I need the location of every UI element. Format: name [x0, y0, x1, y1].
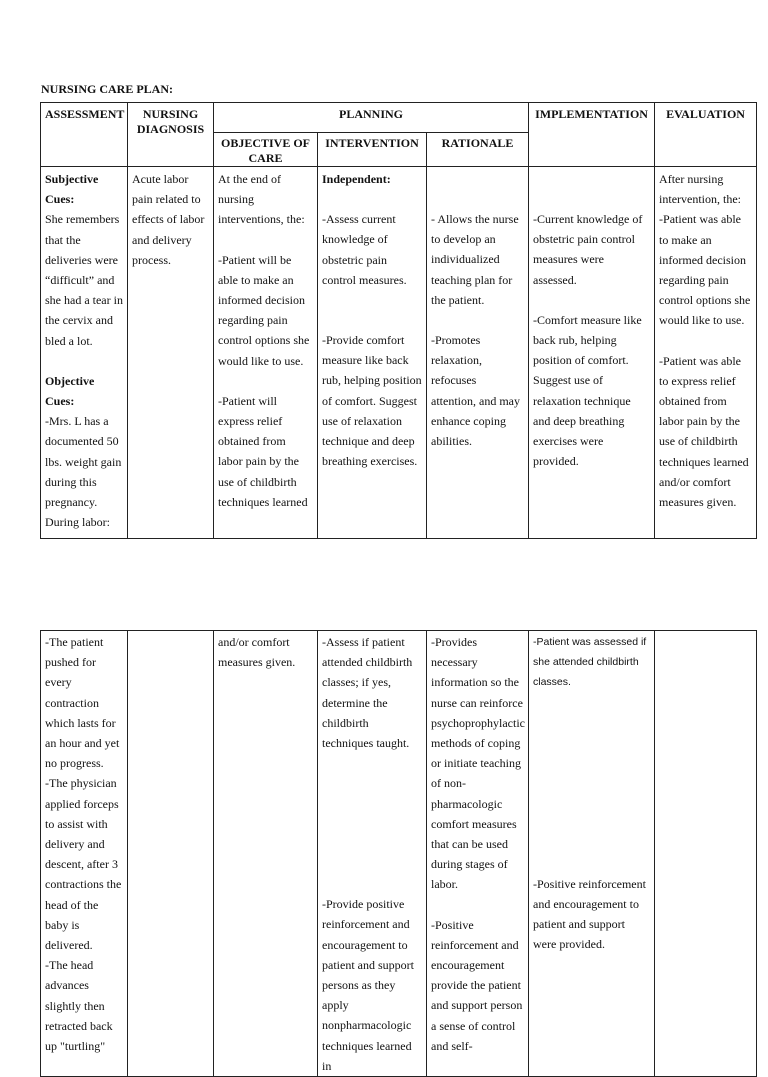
intervention-cell-continued [318, 631, 427, 1077]
assessment-cell-continued [41, 631, 128, 1077]
header-rationale: RATIONALE [427, 133, 529, 167]
evaluation-cell-continued [655, 631, 757, 1077]
rationale-continued-text-2: -Positive reinforcement and encouragement provide the patient and support person a sense of control and self- [431, 917, 523, 1053]
rationale-continued-text-1: -Provides necessary information so the nurse can reinforce psychoprophylactic methods of coping or initiate teaching of non-pharmacologic comfort measures that can be used during stages of labor. [431, 635, 525, 892]
intervention-cell [318, 167, 427, 539]
rationale-text-2: -Promotes relaxation, refocuses attention, and may enhance coping abilities. [431, 333, 520, 449]
evaluation-text-3: -Patient was able to express relief obtained from labor pain by the use of childbirth techniques learned and/or comfort measures given. [659, 353, 749, 510]
header-intervention: INTERVENTION [318, 133, 427, 167]
subjective-cues-text: She remembers that the deliveries were “difficult” and she had a tear in the cervix and bled a lot. [45, 212, 123, 348]
diagnosis-text: Acute labor pain related to effects of labor and delivery process. [132, 172, 205, 267]
objective-cues-label: Objective Cues: [45, 373, 95, 409]
rationale-cell [427, 167, 529, 539]
care-plan-table-2 [40, 630, 757, 1077]
objective-cell [214, 167, 318, 539]
rationale-cell-continued [427, 631, 529, 1077]
intervention-text-2: -Provide comfort measure like back rub, helping position of comfort. Suggest use of relaxation technique and deep breathing exercises. [322, 333, 422, 469]
objective-text-3: -Patient will express relief obtained from labor pain by the use of childbirth techniques learned [218, 393, 308, 509]
header-assessment: ASSESSMENT [41, 103, 128, 167]
implementation-text-1: -Current knowledge of obstetric pain control measures were assessed. [533, 212, 643, 287]
rationale-text-1: - Allows the nurse to develop an individualized teaching plan for the patient. [431, 212, 519, 307]
subjective-cues-label: Subjective Cues: [45, 172, 99, 207]
implementation-cell [529, 167, 655, 539]
objective-text-2: -Patient will be able to make an informed decision regarding pain control options she would like to use. [218, 252, 310, 368]
objective-continued-text: and/or comfort measures given. [218, 635, 296, 670]
objective-text-1: At the end of nursing interventions, the: [218, 172, 305, 227]
intervention-continued-text-1: -Assess if patient attended childbirth classes; if yes, determine the childbirth techniques taught. [322, 635, 413, 751]
diagnosis-cell-continued [128, 631, 214, 1077]
objective-cues-text: -Mrs. L has a documented 50 lbs. weight gain during this pregnancy. During labor: [45, 414, 122, 530]
care-plan-table-1 [40, 102, 757, 539]
document-title: NURSING CARE PLAN: [41, 82, 174, 96]
intervention-text-1: -Assess current knowledge of obstetric pain control measures. [322, 212, 407, 287]
header-nursing-diagnosis: NURSING DIAGNOSIS [128, 103, 214, 167]
assessment-continued-text: -The patient pushed for every contraction which lasts for an hour and yet no progress. -The physician applied forceps to assist with delivery and descent, after 3 contractions the head of the baby is delivered. -The head advances slightly then retracted back up "turtling" [45, 635, 122, 1054]
header-implementation: IMPLEMENTATION [529, 103, 655, 167]
implementation-continued-text-1: -Patient was assessed if she attended childbirth classes. [533, 636, 647, 689]
header-planning: PLANNING [214, 103, 529, 133]
evaluation-text-2: -Patient was able to make an informed decision regarding pain control options she would like to use. [659, 212, 751, 328]
evaluation-cell [655, 167, 757, 539]
header-evaluation: EVALUATION [655, 103, 757, 167]
assessment-cell [41, 167, 128, 539]
objective-cell-continued [214, 631, 318, 1077]
evaluation-text-1: After nursing intervention, the: [659, 172, 742, 207]
diagnosis-cell [128, 167, 214, 539]
implementation-cell-continued [529, 631, 655, 1077]
independent-label: Independent: [322, 172, 391, 186]
header-objective-of-care: OBJECTIVE OF CARE [214, 133, 318, 167]
intervention-continued-text-2: -Provide positive reinforcement and encouragement to patient and support persons as they apply nonpharmacologic techniques learned in [322, 897, 414, 1073]
implementation-continued-text-2: -Positive reinforcement and encouragement to patient and support were provided. [533, 876, 646, 952]
implementation-text-2: -Comfort measure like back rub, helping position of comfort. Suggest use of relaxation technique and deep breathing exercises were provided. [533, 312, 642, 469]
